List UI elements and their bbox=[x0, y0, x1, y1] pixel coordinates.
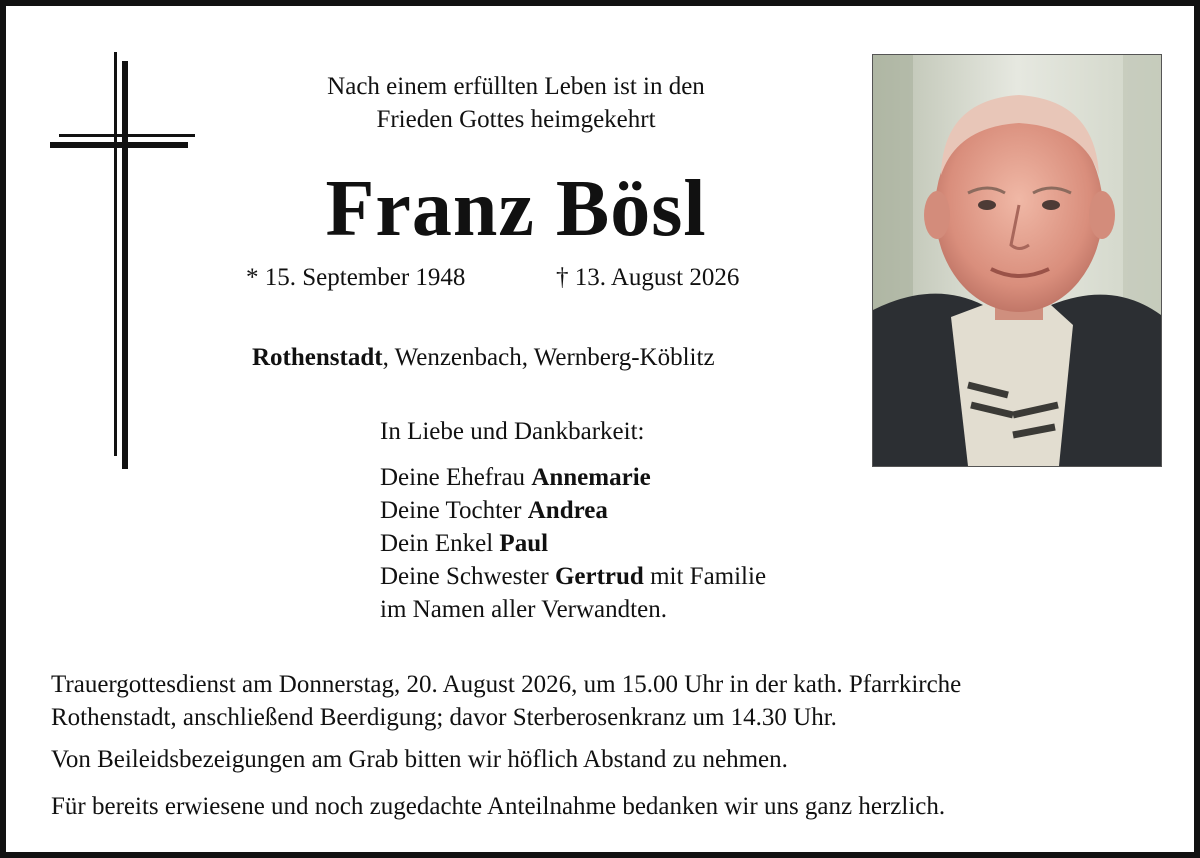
death-date: † 13. August 2026 bbox=[556, 264, 740, 291]
mourner-line: Dein Enkel Paul bbox=[380, 530, 549, 557]
intro-text bbox=[246, 70, 786, 136]
mourners-list bbox=[380, 461, 766, 626]
mourner-line: Deine Schwester Gertrud mit Familie bbox=[380, 563, 767, 590]
place-others: , Wenzenbach, Wernberg-Köblitz bbox=[382, 344, 715, 371]
life-dates bbox=[246, 262, 806, 294]
gratitude-heading: In Liebe und Dankbarkeit: bbox=[380, 418, 645, 445]
thanks-note: Für bereits erwiesene und noch zugedachte Anteilnahme bedanken wir uns ganz herzlich. bbox=[51, 793, 946, 820]
deceased-name: Franz Bösl bbox=[325, 165, 707, 253]
portrait-photo bbox=[872, 54, 1162, 467]
intro-line-2: Frieden Gottes heimgekehrt bbox=[376, 106, 656, 133]
birth-date: * 15. September 1948 bbox=[246, 264, 466, 291]
service-info bbox=[51, 668, 1161, 734]
intro-line-1: Nach einem erfüllten Leben ist in den bbox=[327, 73, 705, 100]
mourner-line: Deine Ehefrau Annemarie bbox=[380, 464, 651, 491]
mourner-line: im Namen aller Verwandten. bbox=[380, 596, 667, 623]
condolence-note: Von Beileidsbezeigungen am Grab bitten wir höflich Abstand zu nehmen. bbox=[51, 746, 788, 773]
mourner-line: Deine Tochter Andrea bbox=[380, 497, 608, 524]
service-line-1: Trauergottesdienst am Donnerstag, 20. August 2026, um 15.00 Uhr in der kath. Pfarrkirche bbox=[51, 671, 962, 698]
service-line-2: Rothenstadt, anschließend Beerdigung; davor Sterberosenkranz um 14.30 Uhr. bbox=[51, 704, 837, 731]
place-primary: Rothenstadt bbox=[252, 344, 383, 371]
places-line bbox=[252, 342, 715, 374]
